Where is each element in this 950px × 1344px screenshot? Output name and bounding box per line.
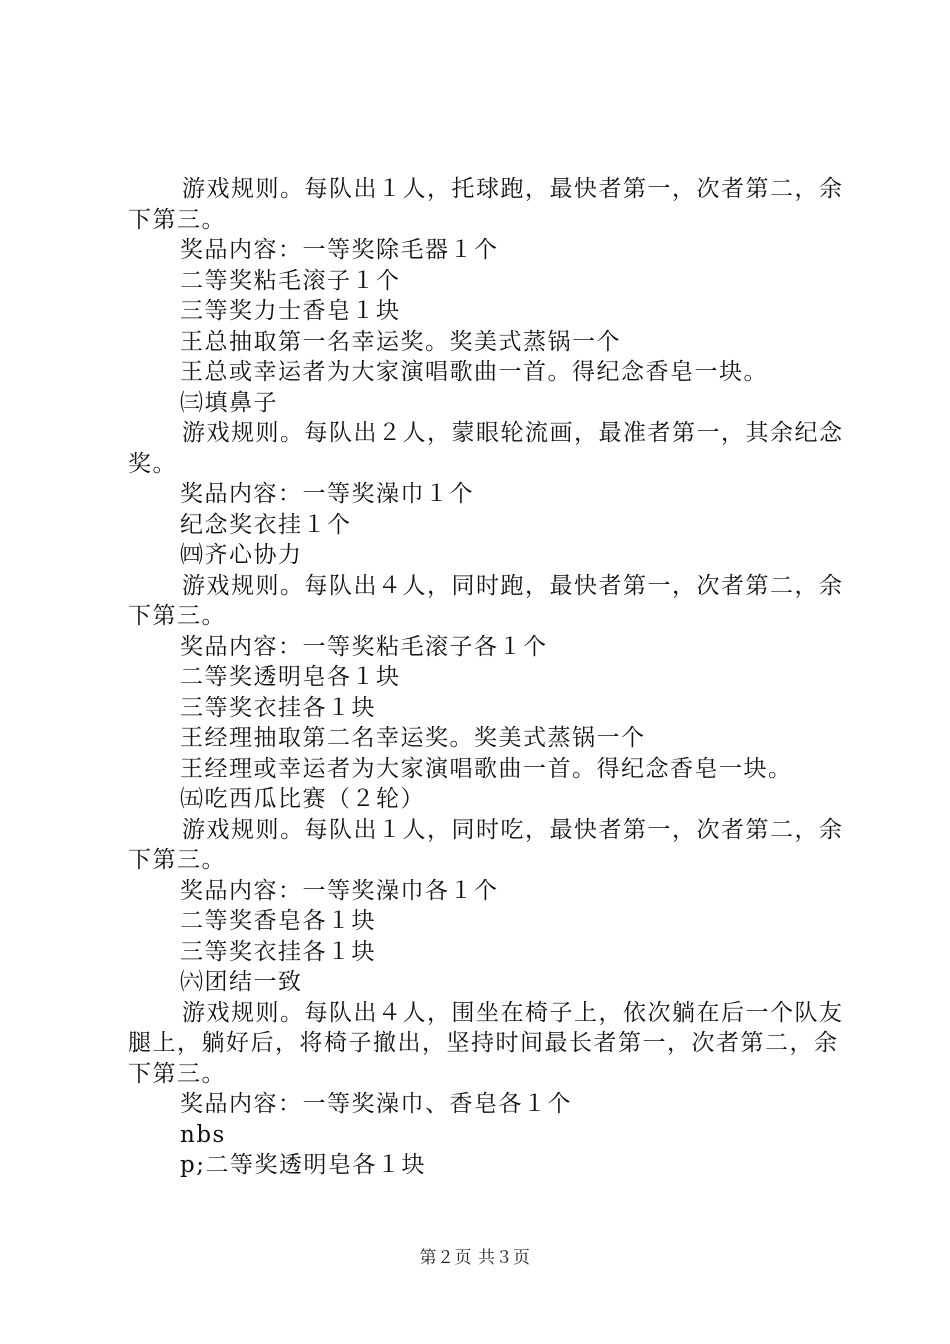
- text-line: 三等奖衣挂各１块: [180, 938, 376, 965]
- text-line: nbs: [180, 1121, 226, 1148]
- page-footer: 第２页 共３页: [419, 1248, 531, 1268]
- text-line: 奖品内容：一等奖澡巾１个: [180, 481, 474, 507]
- text-line: 二等奖透明皂各１块: [180, 664, 401, 690]
- text-line: 王经理或幸运者为大家演唱歌曲一首。得纪念香皂一块。: [180, 755, 793, 782]
- rule-paragraph: 游戏规则。每队出１人，托球跑，最快者第一，次者第二，余下第三。: [128, 176, 844, 233]
- text-line: 奖品内容：一等奖除毛器１个: [180, 237, 499, 263]
- text-line: ㈢填鼻子: [180, 389, 278, 416]
- text-line: 王总抽取第一名幸运奖。奖美式蒸锅一个: [180, 328, 621, 355]
- document-body: [128, 174, 850, 1181]
- rule-paragraph: 游戏规则。每队出２人，蒙眼轮流画，最准者第一，其余纪念奖。: [128, 420, 844, 477]
- rule-paragraph: 游戏规则。每队出４人，围坐在椅子上，依次躺在后一个队友腿上，躺好后，将椅子撤出，坚持时间最长者第一，次者第二，余下第三。: [128, 999, 844, 1087]
- text-line: 奖品内容：一等奖粘毛滚子各１个: [180, 633, 548, 660]
- text-line: 纪念奖衣挂１个: [180, 511, 352, 538]
- text-line: 三等奖力士香皂１块: [180, 298, 401, 324]
- text-line: 二等奖粘毛滚子１个: [180, 267, 401, 294]
- text-line: 王经理抽取第二名幸运奖。奖美式蒸锅一个: [180, 725, 646, 751]
- text-line: 王总或幸运者为大家演唱歌曲一首。得纪念香皂一块。: [180, 359, 768, 385]
- text-line: ㈣齐心协力: [180, 542, 303, 568]
- rule-paragraph: 游戏规则。每队出４人，同时跑，最快者第一，次者第二，余下第三。: [128, 572, 844, 629]
- text-line: 奖品内容：一等奖澡巾、香皂各１个: [180, 1091, 572, 1117]
- rule-paragraph: 游戏规则。每队出１人，同时吃，最快者第一，次者第二，余下第三。: [128, 816, 844, 873]
- text-line: p;二等奖透明皂各１块: [180, 1152, 426, 1178]
- text-line: 二等奖香皂各１块: [180, 908, 376, 934]
- text-line: 奖品内容：一等奖澡巾各１个: [180, 877, 499, 904]
- text-line: ㈤吃西瓜比赛（２轮）: [180, 786, 425, 812]
- text-line: 三等奖衣挂各１块: [180, 694, 376, 721]
- text-line: ㈥团结一致: [180, 969, 303, 995]
